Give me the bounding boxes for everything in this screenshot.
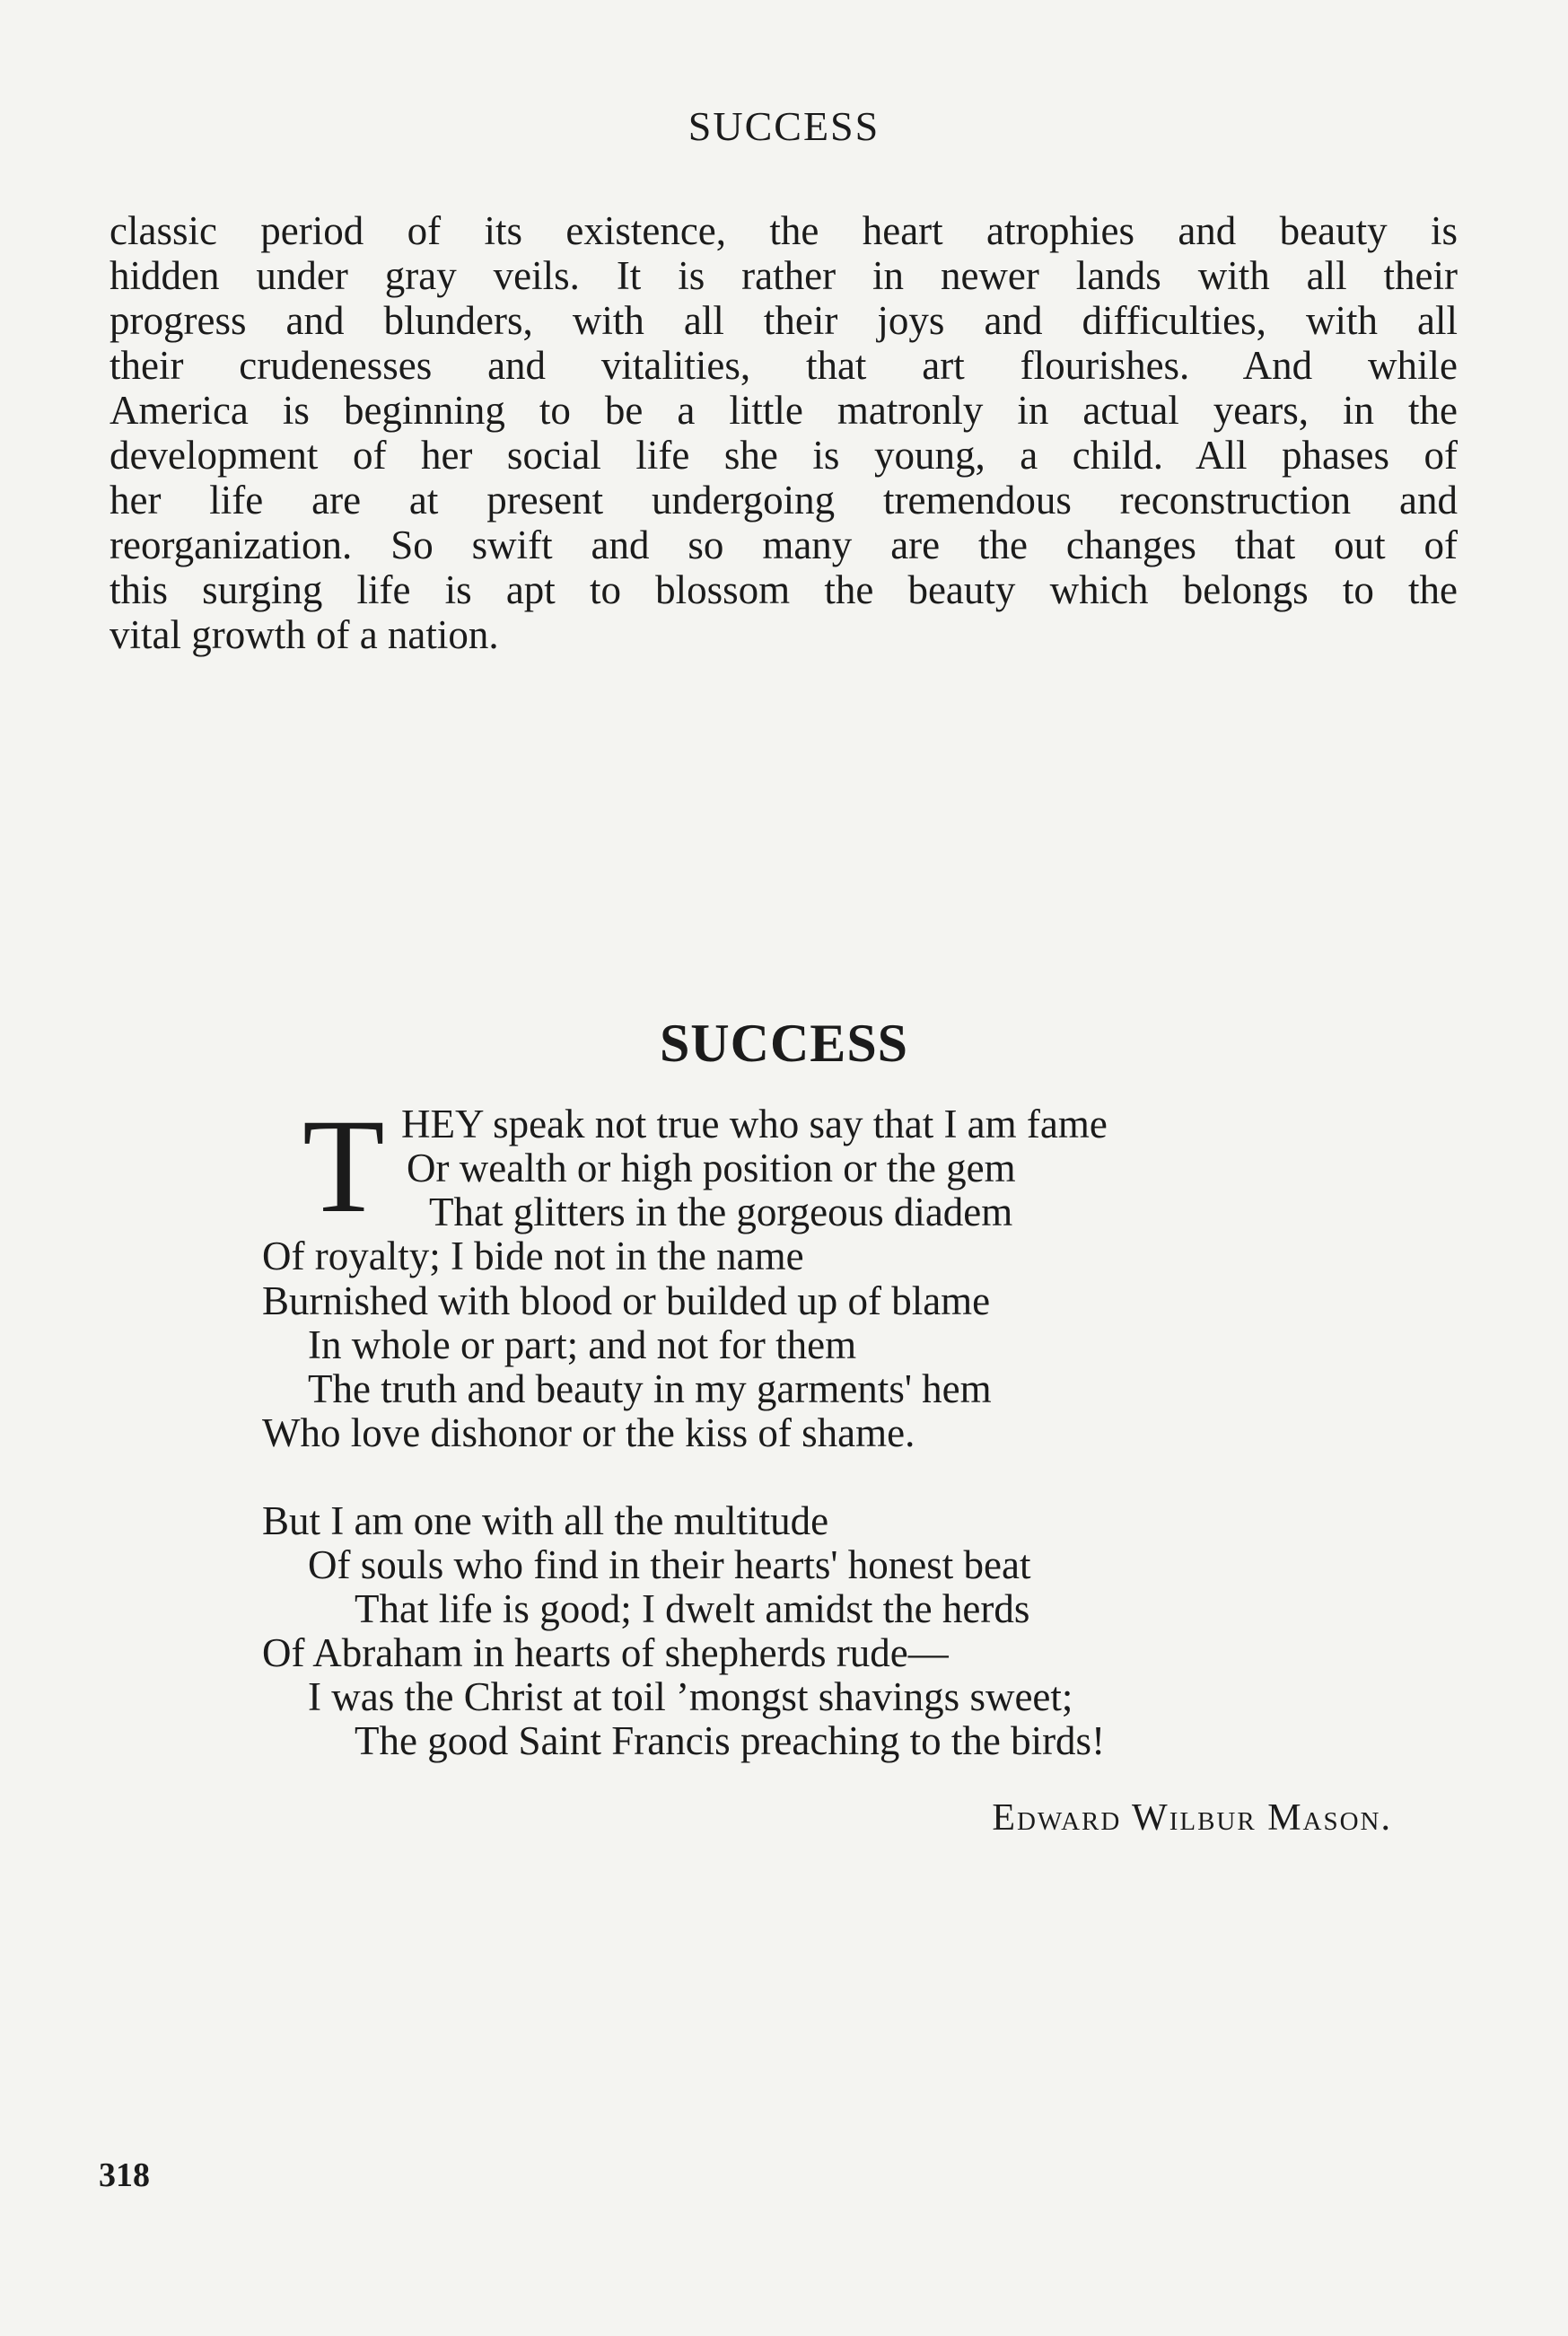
prose-line: classic period of its existence, the heart atrophies and beauty is	[109, 208, 1458, 253]
drop-cap: T	[302, 1092, 385, 1241]
poem-line: But I am one with all the multitude	[262, 1498, 829, 1543]
prose-line: this surging life is apt to blossom the beauty which belongs to the	[109, 567, 1458, 612]
poem-attribution: Edward Wilbur Mason.	[992, 1797, 1392, 1839]
poem-line: Burnished with blood or builded up of blame	[262, 1278, 991, 1323]
poem-line: Who love dishonor or the kiss of shame.	[262, 1410, 915, 1455]
prose-line: their crudenesses and vitalities, that art flourishes. And while	[109, 343, 1458, 388]
prose-line: reorganization. So swift and so many are the changes that out of	[109, 523, 1458, 567]
prose-paragraph	[109, 208, 1458, 657]
prose-line: vital growth of a nation.	[109, 612, 499, 657]
poem-line: The good Saint Francis preaching to the birds!	[355, 1718, 1106, 1763]
prose-line: her life are at present undergoing tremendous reconstruction and	[109, 478, 1458, 523]
poem-line: Or wealth or high position or the gem	[407, 1146, 1016, 1190]
prose-line: hidden under gray veils. It is rather in newer lands with all their	[109, 253, 1458, 298]
poem-title: SUCCESS	[659, 1014, 909, 1073]
poem-line: Of royalty; I bide not in the name	[262, 1234, 804, 1278]
poem-line: I was the Christ at toil ’mongst shavings sweet;	[308, 1674, 1073, 1719]
poem-line: That glitters in the gorgeous diadem	[429, 1190, 1013, 1234]
poem-line: In whole or part; and not for them	[308, 1322, 857, 1367]
running-head: SUCCESS	[688, 103, 880, 149]
poem-line-first: HEY speak not true who say that I am fame	[401, 1102, 1108, 1146]
prose-line: development of her social life she is young, a child. All phases of	[109, 433, 1458, 478]
prose-line: America is beginning to be a little matronly in actual years, in the	[109, 388, 1458, 433]
poem-line: Of souls who find in their hearts' honest beat	[308, 1542, 1031, 1587]
poem-line: That life is good; I dwelt amidst the herds	[355, 1586, 1030, 1631]
poem-line: Of Abraham in hearts of shepherds rude—	[262, 1630, 949, 1675]
poem-line: The truth and beauty in my garments' hem	[308, 1366, 992, 1411]
prose-line: progress and blunders, with all their joys and difficulties, with all	[109, 298, 1458, 343]
page-number: 318	[99, 2156, 150, 2194]
